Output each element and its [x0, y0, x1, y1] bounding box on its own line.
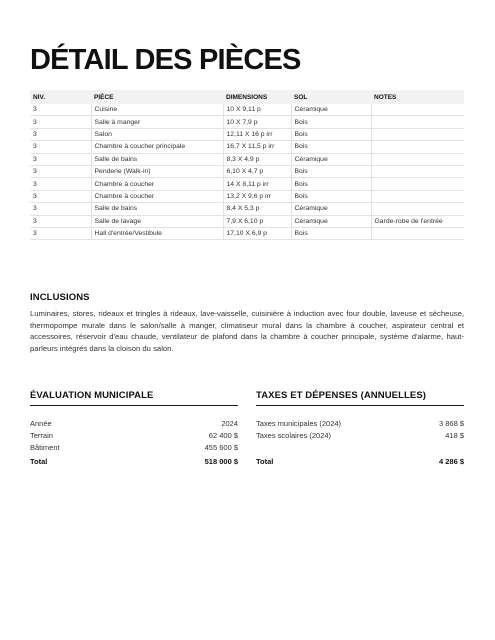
- cell-niv: 3: [30, 178, 91, 190]
- table-row: [30, 178, 464, 190]
- cell-sol: Céramique: [291, 153, 371, 165]
- cell-notes: [371, 116, 464, 128]
- municipal-list: [30, 417, 238, 467]
- cell-notes: [371, 165, 464, 177]
- cell-sol: Bois: [291, 141, 371, 153]
- list-item: [30, 429, 238, 441]
- municipal-label: Terrain: [30, 430, 53, 440]
- table-row: [30, 153, 464, 165]
- cell-niv: 3: [30, 227, 91, 239]
- cell-sol: Bois: [291, 227, 371, 239]
- municipal-value: 455 600 $: [204, 442, 238, 452]
- table-row: [30, 227, 464, 239]
- cell-sol: Bois: [291, 178, 371, 190]
- cell-piece: Cuisine: [91, 104, 223, 116]
- table-row: [30, 141, 464, 153]
- list-item: [30, 441, 238, 453]
- cell-sol: Céramique: [291, 104, 371, 116]
- cell-sol: Céramique: [291, 203, 371, 215]
- cell-notes: [371, 178, 464, 190]
- cell-notes: [371, 203, 464, 215]
- cell-niv: 3: [30, 141, 91, 153]
- taxes-label: Taxes municipales (2024): [256, 418, 342, 428]
- table-row: [30, 190, 464, 202]
- list-item: [256, 429, 464, 441]
- municipal-value: 62 400 $: [208, 430, 238, 440]
- cell-dimensions: 8,3 X 4,9 p: [223, 153, 291, 165]
- cell-dimensions: 8,4 X 5,3 p: [223, 203, 291, 215]
- cell-niv: 3: [30, 128, 91, 140]
- header-piece: PIÈCE: [91, 90, 223, 104]
- cell-dimensions: 16,7 X 11,5 p irr: [223, 141, 291, 153]
- spacer-row: [256, 441, 464, 453]
- cell-piece: Salle de lavage: [91, 215, 223, 227]
- cell-sol: Céramique: [291, 215, 371, 227]
- taxes-total-row: [256, 455, 464, 467]
- municipal-label: Bâtiment: [30, 442, 60, 452]
- cell-dimensions: 13,2 X 9,6 p irr: [223, 190, 291, 202]
- cell-niv: 3: [30, 116, 91, 128]
- cell-piece: Salle de bains: [91, 203, 223, 215]
- header-sol: SOL: [291, 90, 371, 104]
- cell-dimensions: 10 X 7,9 p: [223, 116, 291, 128]
- cell-dimensions: 7,9 X 6,10 p: [223, 215, 291, 227]
- cell-niv: 3: [30, 104, 91, 116]
- cell-dimensions: 17,10 X 6,9 p: [223, 227, 291, 239]
- header-dimensions: DIMENSIONS: [223, 90, 291, 104]
- page-title: DÉTAIL DES PIÈCES: [30, 44, 301, 76]
- header-notes: NOTES: [371, 90, 464, 104]
- cell-notes: [371, 141, 464, 153]
- cell-piece: Salle de bains: [91, 153, 223, 165]
- table-row: [30, 128, 464, 140]
- inclusions-title: INCLUSIONS: [30, 292, 90, 303]
- cell-niv: 3: [30, 153, 91, 165]
- cell-piece: Salon: [91, 128, 223, 140]
- cell-notes: [371, 227, 464, 239]
- municipal-label: Année: [30, 418, 52, 428]
- cell-notes: [371, 190, 464, 202]
- cell-sol: Bois: [291, 190, 371, 202]
- cell-sol: Bois: [291, 165, 371, 177]
- cell-notes: [371, 128, 464, 140]
- municipal-divider: [30, 405, 238, 406]
- header-niv: NIV.: [30, 90, 91, 104]
- cell-sol: Bois: [291, 128, 371, 140]
- municipal-total-label: Total: [30, 456, 48, 466]
- cell-piece: Penderie (Walk-in): [91, 165, 223, 177]
- taxes-total-value: 4 286 $: [438, 456, 464, 466]
- cell-dimensions: 12,11 X 16 p irr: [223, 128, 291, 140]
- cell-sol: Bois: [291, 116, 371, 128]
- cell-notes: [371, 153, 464, 165]
- table-header-row: [30, 90, 464, 104]
- cell-piece: Salle à manger: [91, 116, 223, 128]
- cell-notes: [371, 104, 464, 116]
- cell-piece: Chambre à coucher principale: [91, 141, 223, 153]
- cell-notes: Garde-robe de l'entrée: [371, 215, 464, 227]
- cell-piece: Chambre à coucher: [91, 190, 223, 202]
- list-item: [256, 417, 464, 429]
- taxes-value: 418 $: [445, 430, 464, 440]
- municipal-value: 2024: [221, 418, 238, 428]
- taxes-total-label: Total: [256, 456, 274, 466]
- table-row: [30, 165, 464, 177]
- cell-niv: 3: [30, 203, 91, 215]
- cell-dimensions: 6,10 X 4,7 p: [223, 165, 291, 177]
- list-item: [30, 417, 238, 429]
- table-row: [30, 215, 464, 227]
- cell-niv: 3: [30, 190, 91, 202]
- municipal-total-row: [30, 455, 238, 467]
- taxes-divider: [256, 405, 464, 406]
- rooms-table-body: [30, 104, 464, 240]
- cell-dimensions: 10 X 9,11 p: [223, 104, 291, 116]
- cell-niv: 3: [30, 165, 91, 177]
- cell-piece: Chambre à coucher: [91, 178, 223, 190]
- cell-niv: 3: [30, 215, 91, 227]
- taxes-list: [256, 417, 464, 467]
- cell-piece: Hall d'entrée/Vestibule: [91, 227, 223, 239]
- taxes-title: TAXES ET DÉPENSES (ANNUELLES): [256, 390, 427, 401]
- table-row: [30, 104, 464, 116]
- taxes-label: Taxes scolaires (2024): [256, 430, 332, 440]
- table-row: [30, 116, 464, 128]
- cell-dimensions: 14 X 8,11 p irr: [223, 178, 291, 190]
- table-row: [30, 203, 464, 215]
- municipal-total-value: 518 000 $: [204, 456, 238, 466]
- municipal-title: ÉVALUATION MUNICIPALE: [30, 390, 154, 401]
- taxes-value: 3 868 $: [438, 418, 464, 428]
- rooms-table: [30, 90, 464, 240]
- inclusions-text: Luminaires, stores, rideaux et tringles à rideaux, lave-vaisselle, cuisinière à induction avec four double, laveuse et sècheuse, thermopompe murale dans le salon/salle à manger, climatiseur mural dans la chambre à coucher, aspirateur central et accessoires, réservoir d'eau chaude, ventilateur de plafond dans la chambre à coucher principale, système d'alarme, haut-parleurs intégrés dans la cloison du salon.: [30, 309, 464, 354]
